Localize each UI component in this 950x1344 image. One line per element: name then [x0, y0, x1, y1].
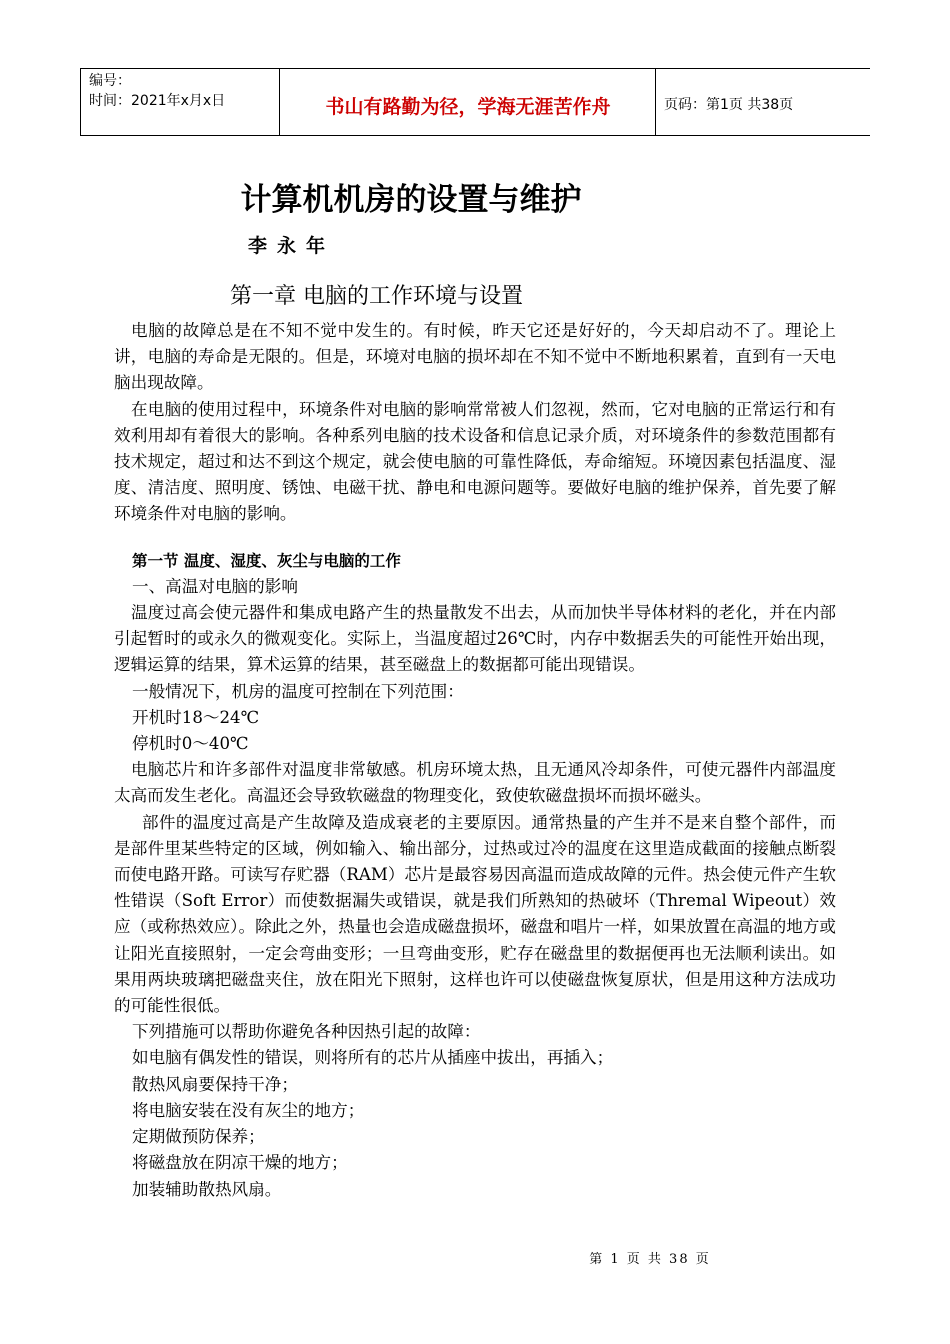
subheading: 一、高温对电脑的影响 — [132, 576, 298, 596]
header-page-info: 页码：第1页 共38页 — [664, 97, 794, 113]
paragraph: 部件的温度过高是产生故障及造成衰老的主要原因。通常热量的产生并不是来自整个部件，而是部件里某些特定的区域，例如输入、输出部分，过热或过冷的温度在这里造成截面的接触点断裂而使电路开路。可读写存贮器（RAM）芯片是最容易因高温而造成故障的元件。热会使元件产生软性错误（Soft Error）而使数据漏失或错误，就是我们所熟知的热破坏（Thremal Wipeout）效应（或称热效应）。除此之外，热量也会造成磁盘损坏，磁盘和唱片一样，如果放置在高温的地方或让阳光直接照射，一定会弯曲变形；一旦弯曲变形，贮存在磁盘里的数据便再也无法顺利读出。如果用两块玻璃把磁盘夹住，放在阳光下照射，这样也许可以使磁盘恢复原状，但是用这种方法成功的可能性很低。 — [114, 812, 836, 1016]
paragraph: 在电脑的使用过程中，环境条件对电脑的影响常常被人们忽视，然而，它对电脑的正常运行和有效利用却有着很大的影响。各种系列电脑的技术设备和信息记录介质，对环境条件的参数范围都有技术规定，超过和达不到这个规定，就会使电脑的可靠性降低，寿命缩短。环境因素包括温度、湿度、清洁度、照明度、锈蚀、电磁干扰、静电和电源问题等。要做好电脑的维护保养，首先要了解环境条件对电脑的影响。 — [114, 399, 836, 524]
author: 李永年 — [248, 235, 336, 257]
list-item: 散热风扇要保持干净； — [132, 1074, 298, 1094]
page-footer: 第 1 页 共 38 页 — [589, 1252, 711, 1267]
number-label: 编号： — [89, 73, 131, 89]
section-heading: 第一节 温度、湿度、灰尘与电脑的工作 — [132, 551, 401, 570]
header-meta — [89, 71, 225, 111]
header-motto: 书山有路勤为径，学海无涯苦作舟 — [325, 96, 611, 118]
header-top-rule — [80, 68, 870, 69]
paragraph: 开机时18～24℃ — [132, 707, 260, 727]
paragraph: 下列措施可以帮助你避免各种因热引起的故障： — [132, 1022, 481, 1042]
header-divider-1 — [80, 68, 81, 136]
paragraph: 停机时0～40℃ — [132, 734, 249, 754]
time-label: 时间：2021年x月x日 — [89, 93, 226, 109]
paragraph: 电脑芯片和许多部件对温度非常敏感。机房环境太热，且无通风冷却条件，可使元器件内部温度太高而发生老化。高温还会导致软磁盘的物理变化，致使软磁盘损坏而损坏磁头。 — [114, 760, 836, 806]
paragraph: 温度过高会使元器件和集成电路产生的热量散发不出去，从而加快半导体材料的老化，并在内部引起暂时的或永久的微观变化。实际上，当温度超过26℃时，内存中数据丢失的可能性开始出现，逻辑运算的结果，算术运算的结果，甚至磁盘上的数据都可能出现错误。 — [114, 603, 836, 675]
list-item: 定期做预防保养； — [132, 1127, 265, 1147]
list-item: 将电脑安装在没有灰尘的地方； — [132, 1100, 365, 1120]
paragraph: 电脑的故障总是在不知不觉中发生的。有时候，昨天它还是好好的，今天却启动不了。理论上讲，电脑的寿命是无限的。但是，环境对电脑的损坏却在不知不觉中不断地积累着，直到有一天电脑出现故障。 — [114, 321, 836, 393]
list-item: 如电脑有偶发性的错误，则将所有的芯片从插座中拔出，再插入； — [132, 1048, 614, 1068]
chapter-heading: 第一章 电脑的工作环境与设置 — [230, 284, 523, 309]
list-item: 加装辅助散热风扇。 — [132, 1179, 282, 1199]
header-divider-2 — [279, 68, 280, 136]
document-body — [114, 318, 836, 1203]
list-item: 将磁盘放在阴凉干燥的地方； — [132, 1153, 348, 1173]
paragraph: 一般情况下，机房的温度可控制在下列范围： — [132, 681, 464, 701]
document-title: 计算机机房的设置与维护 — [240, 182, 582, 218]
header-divider-3 — [655, 68, 656, 136]
header-bottom-rule — [80, 135, 870, 136]
